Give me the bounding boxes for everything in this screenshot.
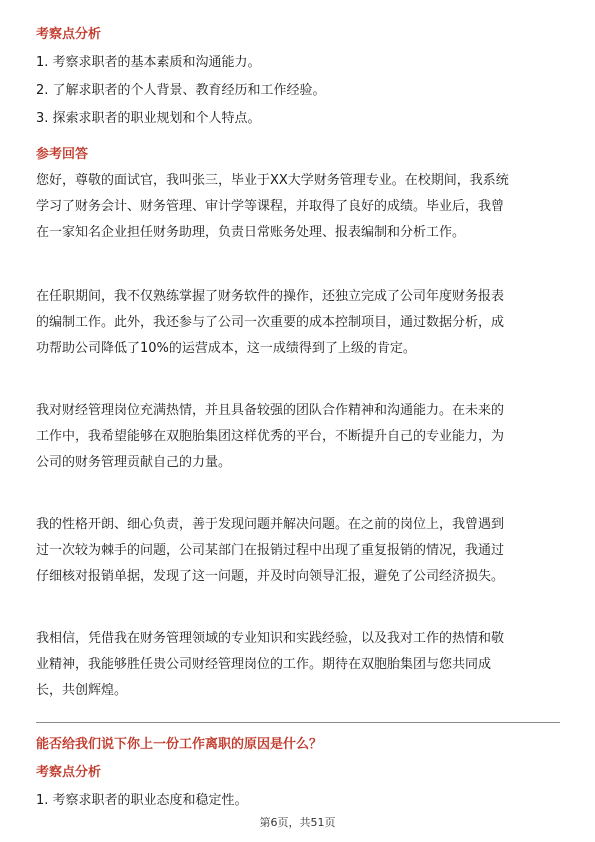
analysis-point: 3. 探索求职者的职业规划和个人特点。: [36, 111, 261, 126]
answer-paragraph: [36, 284, 558, 362]
analysis-point: 1. 考察求职者的基本素质和沟通能力。: [36, 55, 261, 70]
answer-paragraph: [36, 398, 558, 476]
text-line: 我的性格开朗、细心负责，善于发现问题并解决问题。在之前的岗位上，我曾遇到: [36, 517, 505, 532]
answer-paragraph: [36, 626, 558, 704]
section-heading-analysis: 考察点分析: [36, 27, 102, 42]
text-line: 的编制工作。此外，我还参与了公司一次重要的成本控制项目，通过数据分析，成: [36, 315, 505, 330]
section-heading-answer: 参考回答: [36, 147, 89, 162]
analysis-point: 2. 了解求职者的个人背景、教育经历和工作经验。: [36, 83, 326, 98]
section-heading-analysis: 考察点分析: [36, 765, 102, 780]
text-line: 我相信，凭借我在财务管理领域的专业知识和实践经验，以及我对工作的热情和敬: [36, 631, 505, 646]
text-line: 在一家知名企业担任财务助理，负责日常账务处理、报表编制和分析工作。: [36, 225, 466, 240]
text-line: 学习了财务会计、财务管理、审计学等课程，并取得了良好的成绩。毕业后，我曾: [36, 199, 505, 214]
text-line: 长，共创辉煌。: [36, 683, 128, 698]
text-line: 仔细核对报销单据，发现了这一问题，并及时向领导汇报，避免了公司经济损失。: [36, 569, 505, 584]
section-divider: [36, 722, 560, 723]
text-line: 过一次较为棘手的问题，公司某部门在报销过程中出现了重复报销的情况，我通过: [36, 543, 505, 558]
text-line: 我对财经管理岗位充满热情，并且具备较强的团队合作精神和沟通能力。在未来的: [36, 403, 505, 418]
text-line: 公司的财务管理贡献自己的力量。: [36, 455, 232, 470]
question-title: 能否给我们说下你上一份工作离职的原因是什么？: [36, 737, 323, 752]
answer-paragraph: [36, 168, 558, 246]
answer-paragraph: [36, 512, 558, 590]
text-line: 在任职期间，我不仅熟练掌握了财务软件的操作，还独立完成了公司年度财务报表: [36, 289, 505, 304]
page-number: 第6页，共51页: [259, 816, 336, 829]
text-line: 您好，尊敬的面试官，我叫张三，毕业于XX大学财务管理专业。在校期间，我系统: [36, 173, 509, 188]
text-line: 工作中，我希望能够在双胞胎集团这样优秀的平台，不断提升自己的专业能力，为: [36, 429, 505, 444]
text-line: 业精神，我能够胜任贵公司财经管理岗位的工作。期待在双胞胎集团与您共同成: [36, 657, 492, 672]
text-line: 功帮助公司降低了10%的运营成本，这一成绩得到了上级的肯定。: [36, 341, 416, 356]
analysis-point: 1. 考察求职者的职业态度和稳定性。: [36, 793, 248, 808]
